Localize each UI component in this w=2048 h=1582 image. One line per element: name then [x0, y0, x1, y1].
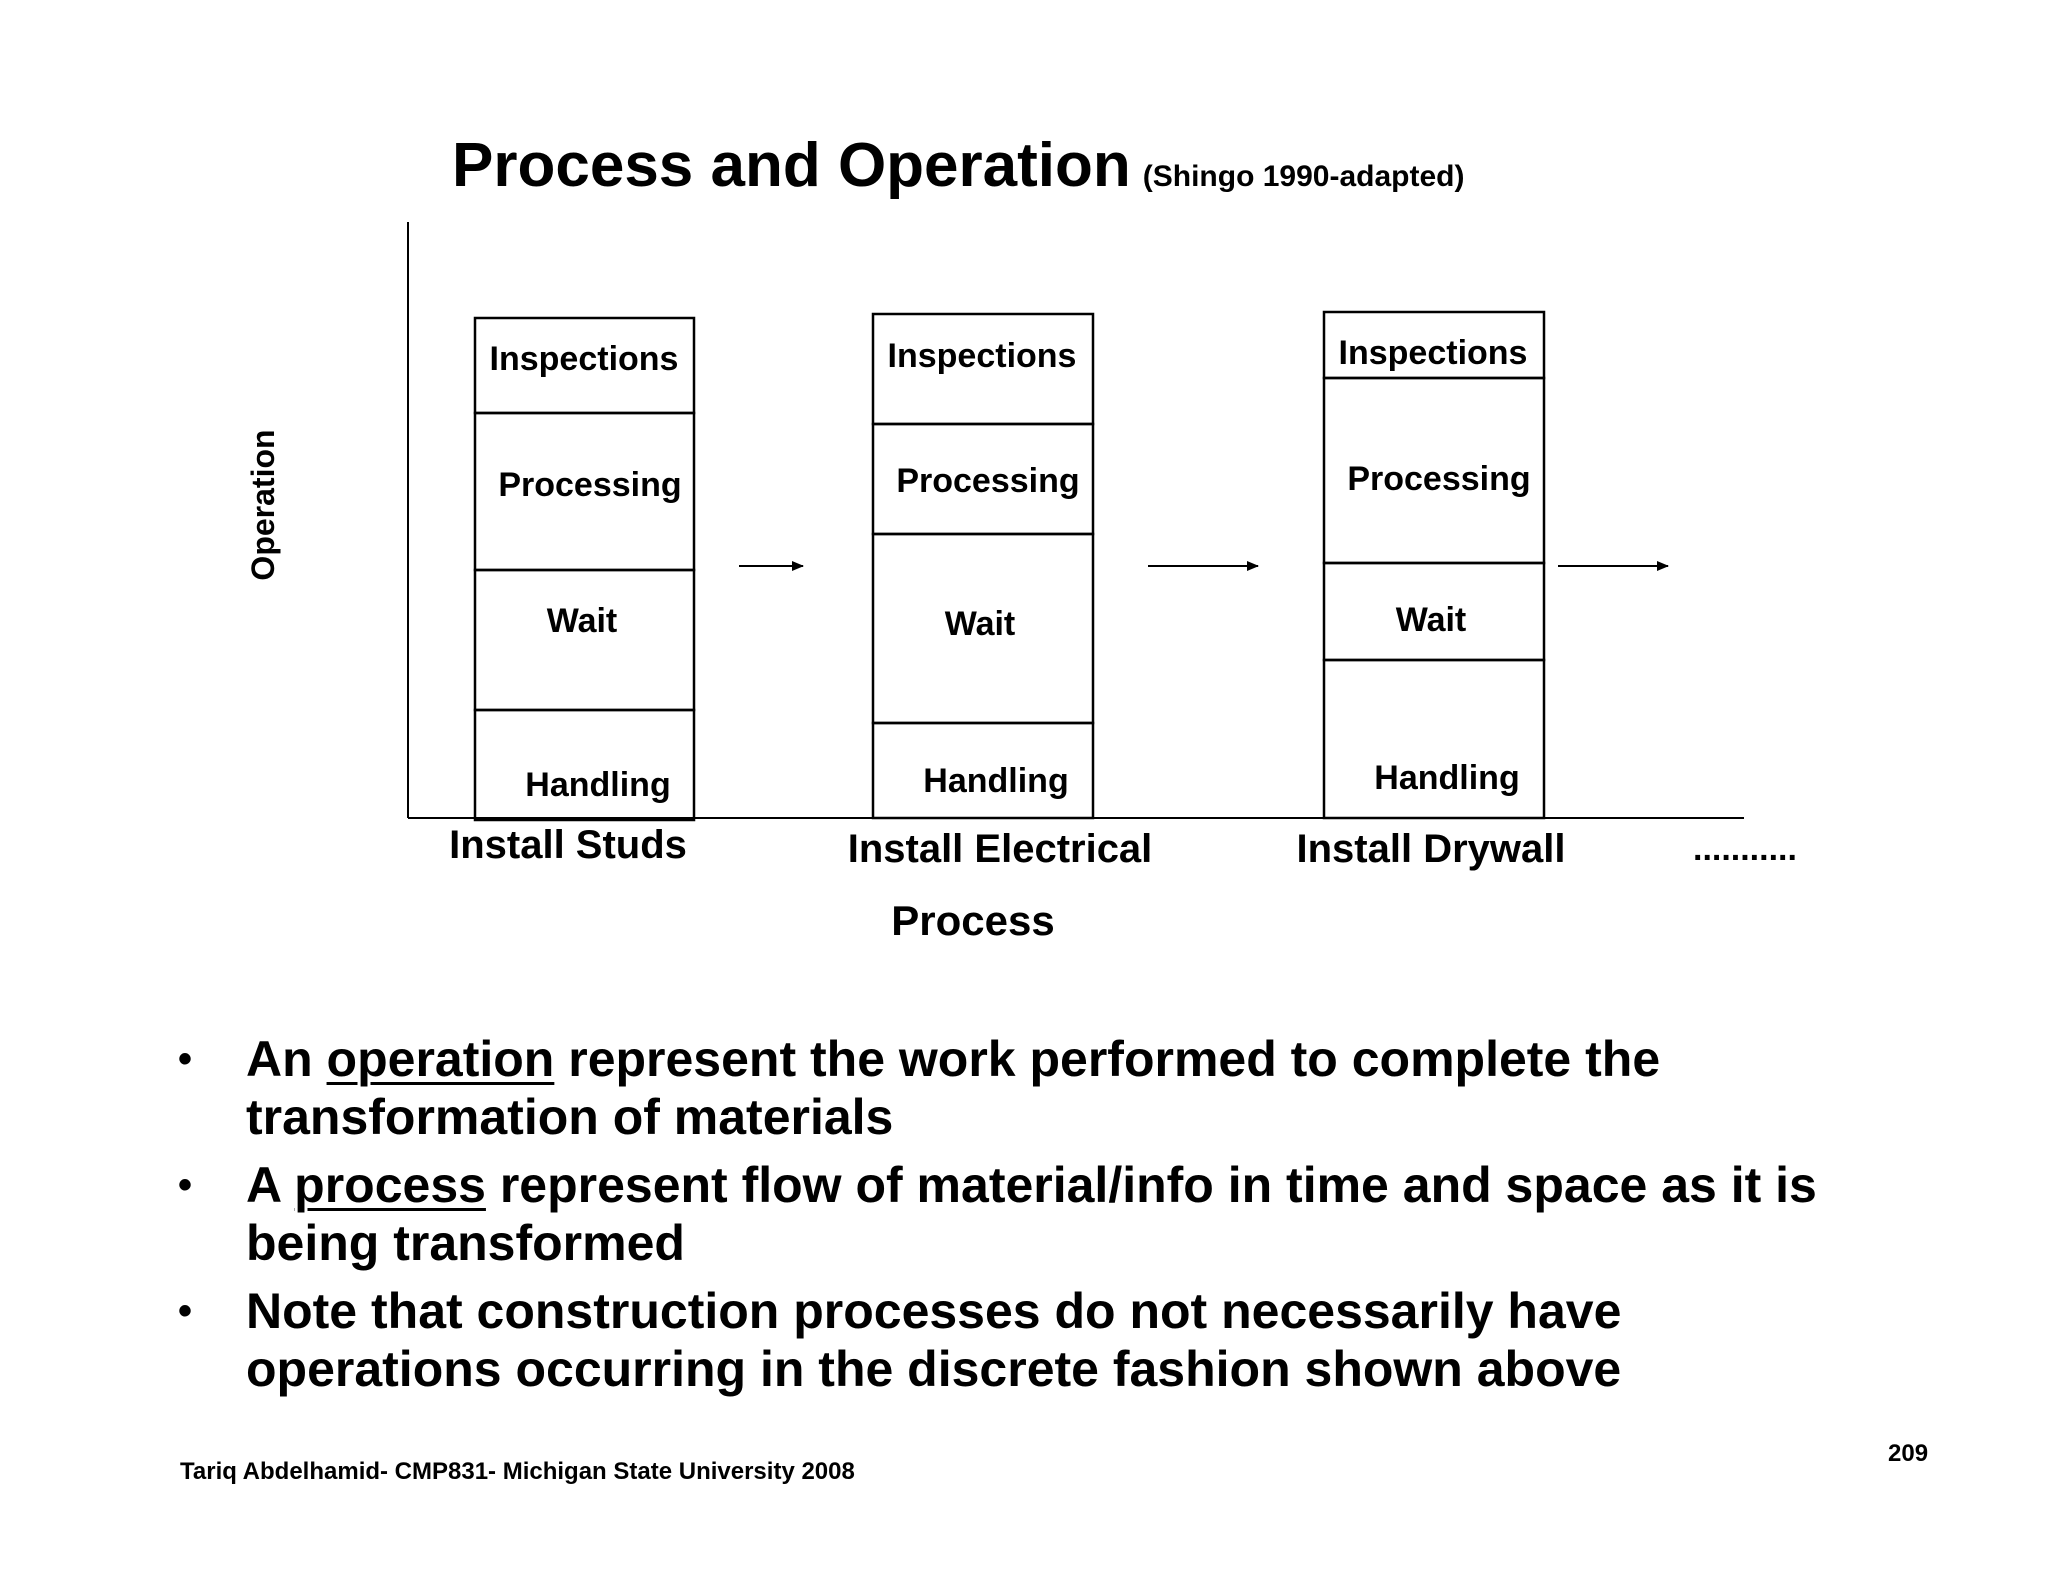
- bullet-line-1: [246, 1282, 1946, 1340]
- segment-label-processing: Processing: [1347, 460, 1531, 498]
- bullet-text: [246, 1030, 1946, 1146]
- bullet-line-2: transformation of materials: [246, 1089, 894, 1145]
- process-label-install-drywall: Install Drywall: [1296, 827, 1566, 871]
- segment-label-processing: Processing: [498, 466, 682, 504]
- segment-label-handling: Handling: [525, 766, 671, 804]
- keyword-process: process: [294, 1157, 486, 1213]
- title-subtitle: (Shingo 1990-adapted): [1142, 160, 1465, 193]
- segment-label-wait: Wait: [546, 602, 618, 640]
- bullet-rest: Note that construction processes do not necessarily have: [246, 1283, 1622, 1339]
- bullet-dot: •: [178, 1289, 193, 1333]
- bullet-text: [246, 1156, 1946, 1272]
- process-column-install-drywall: [1297, 312, 1566, 871]
- process-label-install-electrical: Install Electrical: [847, 827, 1153, 871]
- bullet-line-1: [246, 1156, 1946, 1214]
- process-label-install-studs: Install Studs: [449, 823, 687, 867]
- segment-label-inspections: Inspections: [489, 340, 679, 378]
- bullet-rest: represent flow of material/info in time and space as it is: [485, 1157, 1817, 1213]
- process-column-install-studs: [449, 318, 694, 867]
- keyword-operation: operation: [326, 1031, 555, 1087]
- bullet-prefix: An: [246, 1031, 327, 1087]
- segment-label-wait: Wait: [944, 605, 1016, 643]
- process-column-install-electrical: [848, 314, 1153, 871]
- bullet-line-2: operations occurring in the discrete fashion shown above: [246, 1341, 1622, 1397]
- continuation-dots: ...........: [1693, 830, 1797, 868]
- segment-label-handling: Handling: [923, 762, 1069, 800]
- title-text: Process and Operation: [452, 131, 1131, 200]
- segment-label-processing: Processing: [896, 462, 1080, 500]
- y-axis-label: Operation: [245, 429, 281, 581]
- bullet-prefix: A: [246, 1157, 295, 1213]
- segment-label-wait: Wait: [1395, 601, 1467, 639]
- segment-box-wait: [475, 570, 694, 710]
- x-axis-label: Process: [891, 897, 1055, 944]
- segment-label-handling: Handling: [1374, 759, 1520, 797]
- bullet-text: [246, 1282, 1946, 1398]
- bullet-dot: •: [178, 1037, 193, 1081]
- bullet-dot: •: [178, 1163, 193, 1207]
- bullet-rest: represent the work performed to complete the: [554, 1031, 1661, 1087]
- segment-label-inspections: Inspections: [887, 337, 1077, 375]
- bullet-line-2: being transformed: [246, 1215, 685, 1271]
- page-number: 209: [1888, 1440, 1929, 1467]
- slide-footer: Tariq Abdelhamid- CMP831- Michigan State University 2008: [180, 1458, 855, 1485]
- segment-label-inspections: Inspections: [1338, 334, 1528, 372]
- bullet-line-1: [246, 1030, 1946, 1088]
